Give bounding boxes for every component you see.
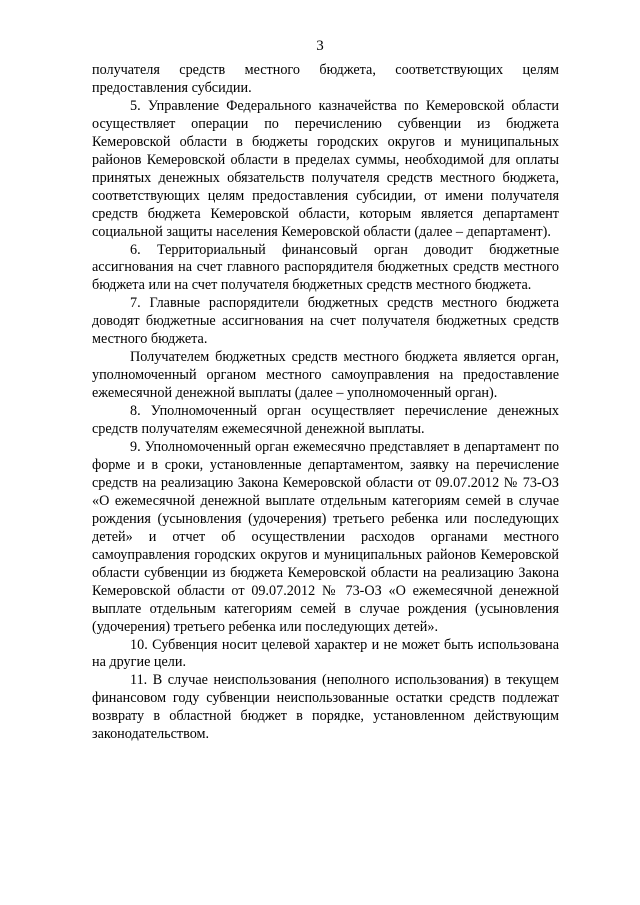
paragraph-11: 11. В случае неиспользования (неполного использования) в текущем финансовом году субвенции неиспользованные остатки средств подлежат возврату в областной бюджет в порядке, установленном действующим законодательством.	[92, 672, 559, 743]
paragraph-9: 9. Уполномоченный орган ежемесячно представляет в департамент по форме и в сроки, установленные департаментом, заявку на перечисление средств на реализацию Закона Кемеровской области от 09.07.2012 № 73-ОЗ «О ежемесячной денежной выплате отдельным категориям семей в случае рождения (усыновления (удочерения) третьего ребенка или последующих детей» и отчет об осуществлении расходов органами местного самоуправления городских округов и муниципальных районов Кемеровской области субвенции из бюджета Кемеровской области на реализацию Закона Кемеровской области от 09.07.2012 № 73-ОЗ «О ежемесячной денежной выплате отдельным категориям семей в случае рождения (усыновления (удочерения) третьего ребенка или последующих детей».	[92, 439, 559, 635]
paragraph-continuation: получателя средств местного бюджета, соответствующих целям предоставления субсидии.	[92, 62, 559, 96]
document-body	[92, 62, 559, 744]
page-number: 3	[316, 38, 324, 54]
paragraph-8: 8. Уполномоченный орган осуществляет перечисление денежных средств получателям ежемесячной денежной выплаты.	[92, 403, 559, 438]
paragraph-5: 5. Управление Федерального казначейства по Кемеровской области осуществляет операции по перечислению субвенции из бюджета Кемеровской области в бюджеты городских округов и муниципальных районов Кемеровской области в пределах суммы, необходимой для оплаты принятых денежных обязательств получателя средств местного бюджета, соответствующих целям предоставления субсидии, от имени получателя средств бюджета Кемеровской области, которым является департамент социальной защиты населения Кемеровской области (далее – департамент).	[92, 97, 559, 240]
paragraph-6: 6. Территориальный финансовый орган доводит бюджетные ассигнования на счет главного распорядителя бюджетных средств местного бюджета или на счет получателя бюджетных средств местного бюджета.	[92, 241, 559, 294]
paragraph-10: 10. Субвенция носит целевой характер и не может быть использована на другие цели.	[92, 636, 559, 671]
paragraph-7: 7. Главные распорядители бюджетных средств местного бюджета доводят бюджетные ассигнования на счет получателя бюджетных средств местного бюджета.	[92, 295, 559, 348]
paragraph-recipient: Получателем бюджетных средств местного бюджета является орган, уполномоченный органом местного самоуправления на предоставление ежемесячной денежной выплаты (далее – уполномоченный орган).	[92, 349, 559, 402]
